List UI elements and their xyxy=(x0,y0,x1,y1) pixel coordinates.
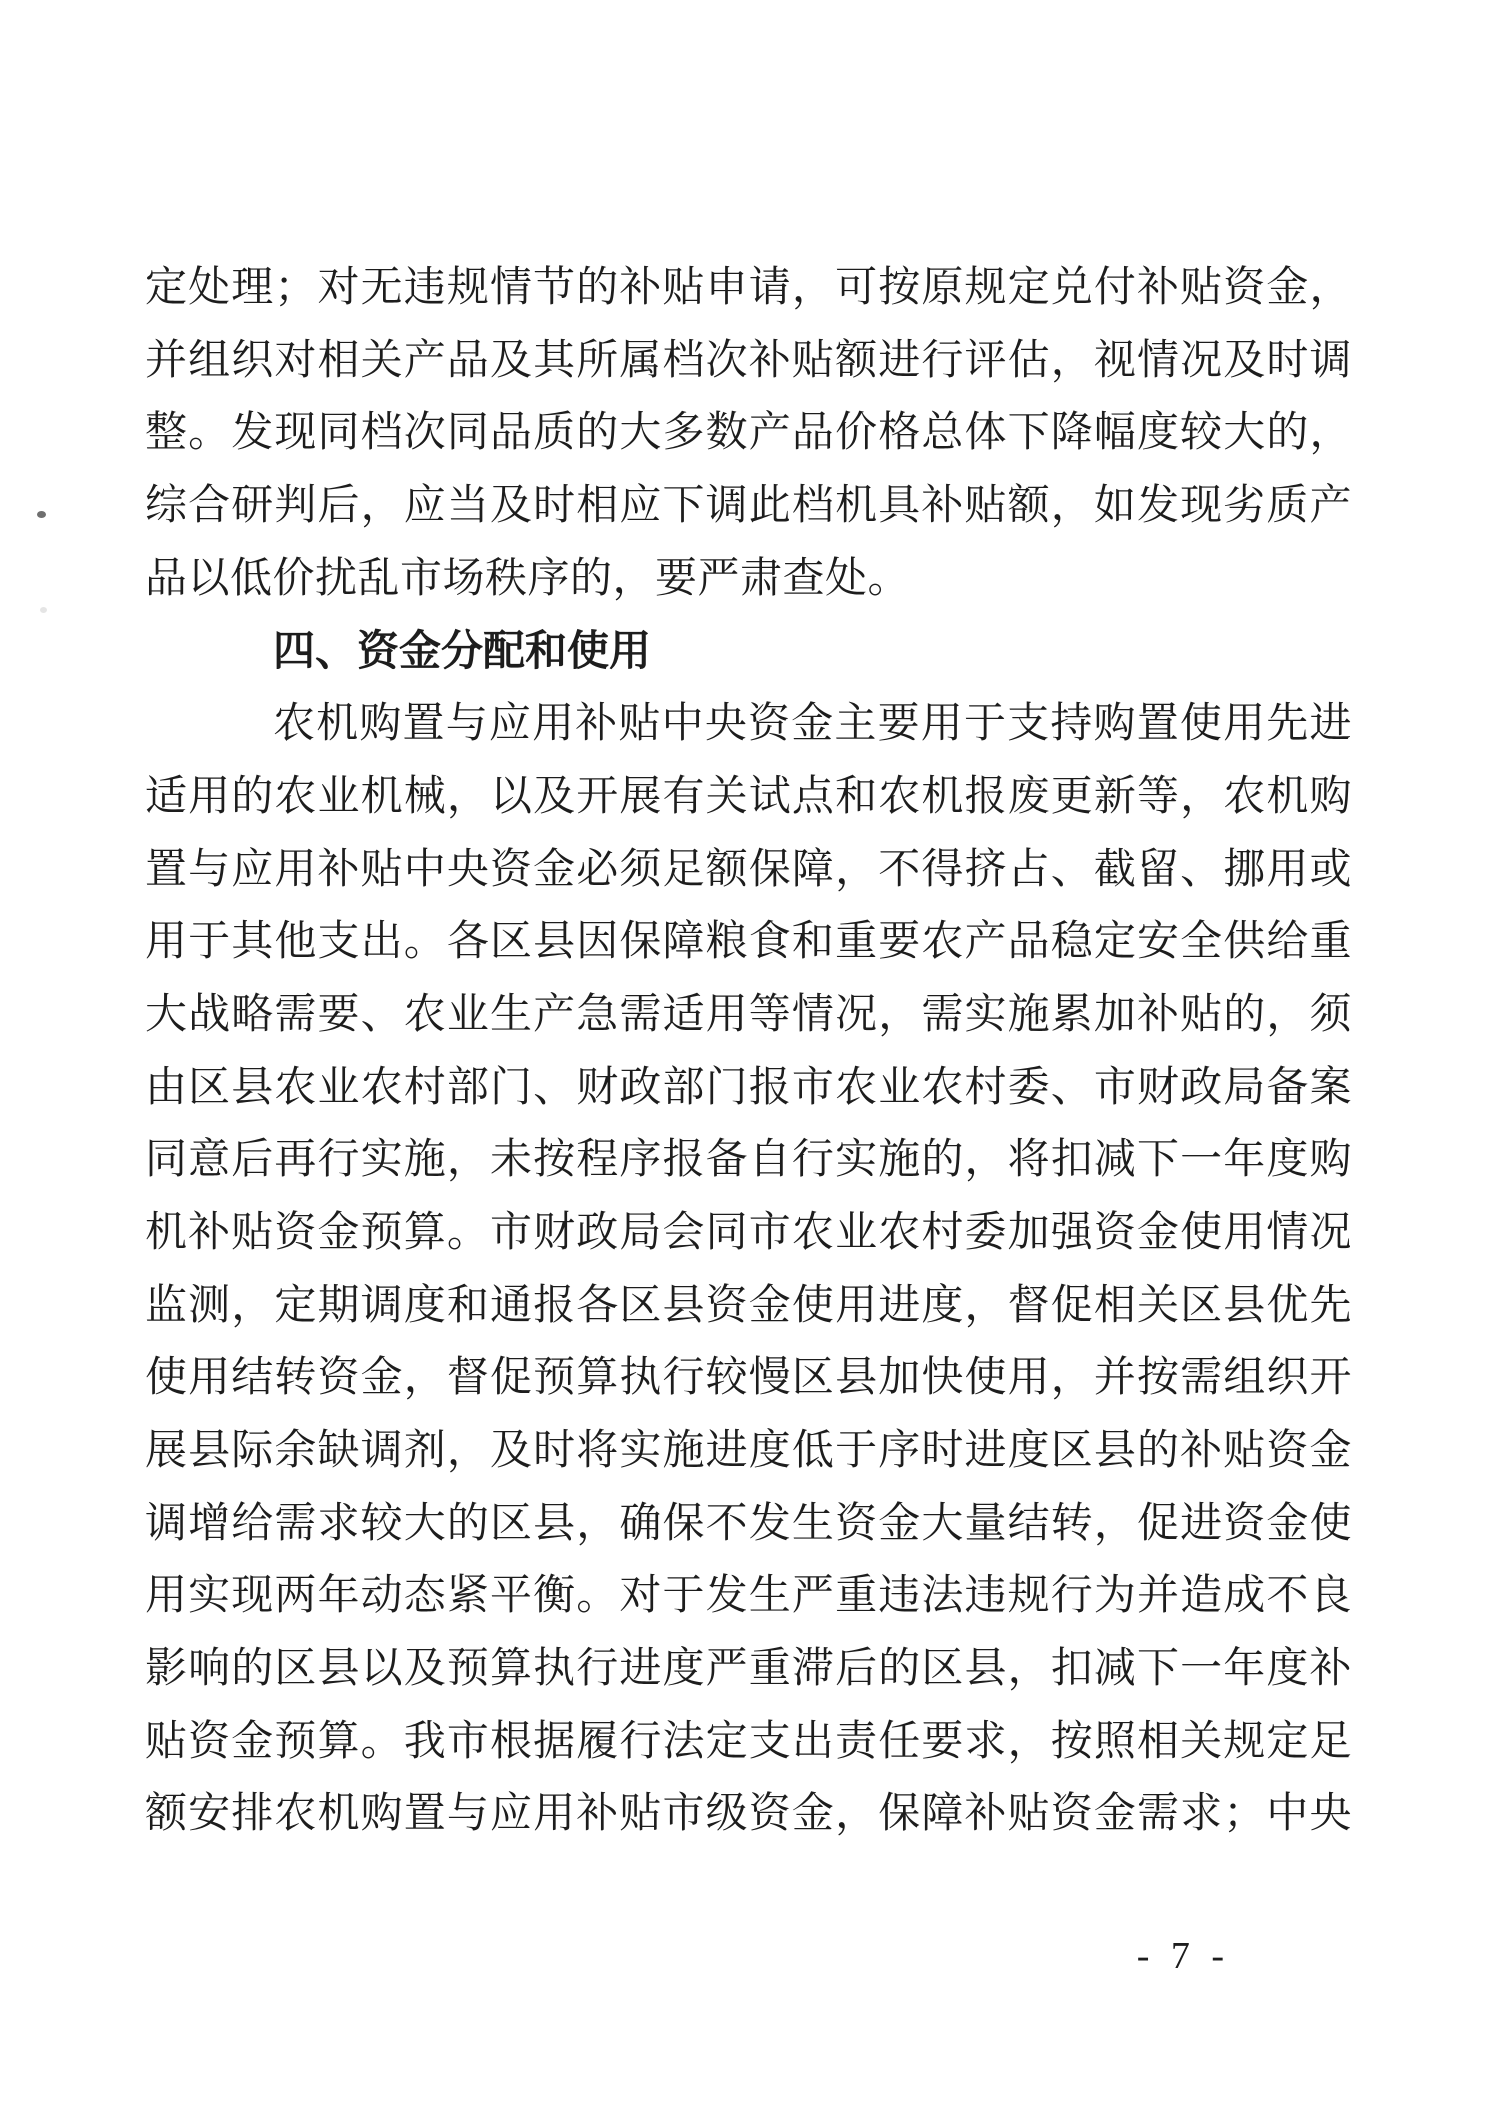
text-line: 机补贴资金预算。市财政局会同市农业农村委加强资金使用情况 xyxy=(145,1209,1352,1256)
document-body xyxy=(145,252,1352,1851)
text-line: 适用的农业机械，以及开展有关试点和农机报废更新等，农机购 xyxy=(145,773,1352,820)
text-line: 使用结转资金，督促预算执行较慢区县加快使用，并按需组织开 xyxy=(145,1355,1352,1402)
text-line: 农机购置与应用补贴中央资金主要用于支持购置使用先进 xyxy=(273,701,1352,748)
section-heading: 四、资金分配和使用 xyxy=(273,627,652,675)
text-line: 综合研判后，应当及时相应下调此档机具补贴额，如发现劣质产 xyxy=(145,483,1352,530)
text-line: 大战略需要、农业生产急需适用等情况，需实施累加补贴的，须 xyxy=(145,991,1352,1038)
text-line: 整。发现同档次同品质的大多数产品价格总体下降幅度较大的， xyxy=(145,410,1352,457)
text-line: 置与应用补贴中央资金必须足额保障，不得挤占、截留、挪用或 xyxy=(145,846,1352,893)
text-line: 定处理；对无违规情节的补贴申请，可按原规定兑付补贴资金， xyxy=(145,265,1352,311)
text-line: 贴资金预算。我市根据履行法定支出责任要求，按照相关规定足 xyxy=(145,1718,1352,1765)
text-line: 影响的区县以及预算执行进度严重滞后的区县，扣减下一年度补 xyxy=(145,1646,1352,1693)
text-line: 品以低价扰乱市场秩序的，要严肃查处。 xyxy=(145,555,911,602)
scan-speck xyxy=(37,511,46,518)
text-line: 监测，定期调度和通报各区县资金使用进度，督促相关区县优先 xyxy=(145,1282,1352,1329)
text-line: 用实现两年动态紧平衡。对于发生严重违法违规行为并造成不良 xyxy=(145,1573,1352,1620)
text-line: 用于其他支出。各区县因保障粮食和重要农产品稳定安全供给重 xyxy=(145,919,1352,966)
text-line: 并组织对相关产品及其所属档次补贴额进行评估，视情况及时调 xyxy=(145,337,1352,384)
text-line: 调增给需求较大的区县，确保不发生资金大量结转，促进资金使 xyxy=(145,1500,1352,1547)
scan-speck xyxy=(40,607,47,613)
page-number: - 7 - xyxy=(1136,1935,1230,1977)
text-line: 由区县农业农村部门、财政部门报市农业农村委、市财政局备案 xyxy=(145,1064,1352,1111)
text-line: 同意后再行实施，未按程序报备自行实施的，将扣减下一年度购 xyxy=(145,1137,1352,1184)
text-line: 额安排农机购置与应用补贴市级资金，保障补贴资金需求；中央 xyxy=(145,1791,1352,1838)
text-line: 展县际余缺调剂，及时将实施进度低于序时进度区县的补贴资金 xyxy=(145,1428,1352,1474)
